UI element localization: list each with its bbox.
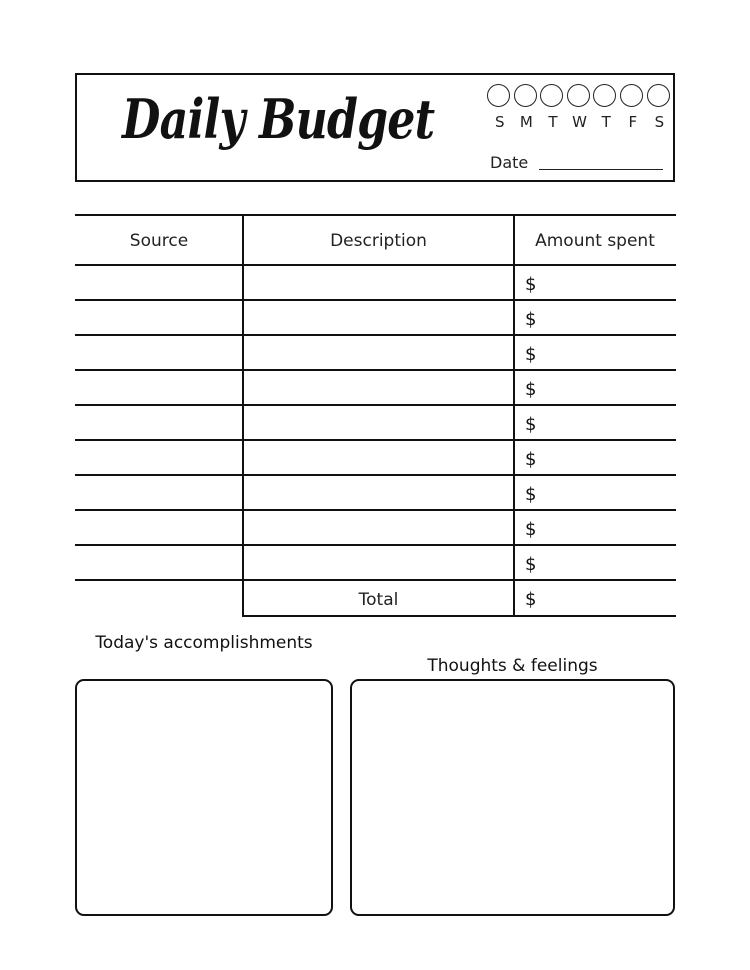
table-row[interactable] (75, 441, 676, 476)
day-checkbox-monday[interactable] (514, 84, 537, 107)
total-label: Total (358, 590, 399, 610)
total-row-border (242, 615, 676, 617)
day-checkbox-wednesday[interactable] (567, 84, 590, 107)
day-checkbox-tuesday[interactable] (540, 84, 563, 107)
table-header-row (75, 214, 676, 266)
dollar-sign: $ (525, 414, 537, 435)
table-row[interactable] (75, 406, 676, 441)
table-row[interactable] (75, 546, 676, 581)
table-row[interactable] (75, 266, 676, 301)
accomplishments-title: Today's accomplishments (95, 633, 313, 653)
total-amount-field[interactable]: $ (525, 589, 537, 610)
header-box (75, 73, 675, 182)
dollar-sign: $ (525, 449, 537, 470)
table-row[interactable] (75, 371, 676, 406)
dollar-sign: $ (525, 344, 537, 365)
total-row (75, 581, 676, 617)
thoughts-box[interactable] (350, 679, 675, 916)
day-checkbox-friday[interactable] (620, 84, 643, 107)
dollar-sign: $ (525, 519, 537, 540)
day-letter: S (654, 113, 666, 131)
table-row[interactable] (75, 476, 676, 511)
table-row[interactable] (75, 336, 676, 371)
day-letter: W (572, 113, 588, 131)
table-row[interactable] (75, 301, 676, 336)
budget-table (75, 214, 676, 617)
dollar-sign: $ (525, 484, 537, 505)
column-header-description: Description (330, 231, 427, 251)
page-title: Daily Budget (122, 87, 435, 151)
day-letters (487, 113, 673, 131)
day-checkbox-thursday[interactable] (593, 84, 616, 107)
date-field[interactable] (539, 169, 663, 170)
day-letter: M (519, 113, 534, 131)
day-letter: S (495, 113, 506, 131)
day-circles (487, 84, 673, 107)
column-header-amount: Amount spent (535, 231, 655, 251)
column-header-source: Source (129, 231, 189, 251)
thoughts-title: Thoughts & feelings (427, 656, 598, 676)
day-checkbox-sunday[interactable] (487, 84, 510, 107)
date-label: Date (490, 153, 529, 172)
dollar-sign: $ (525, 309, 537, 330)
day-checkbox-saturday[interactable] (647, 84, 670, 107)
day-letter: F (628, 113, 639, 131)
accomplishments-box[interactable] (75, 679, 333, 916)
table-row[interactable] (75, 511, 676, 546)
dollar-sign: $ (525, 274, 537, 295)
dollar-sign: $ (525, 554, 537, 575)
day-letter: T (548, 113, 559, 131)
day-letter: T (601, 113, 612, 131)
dollar-sign: $ (525, 379, 537, 400)
